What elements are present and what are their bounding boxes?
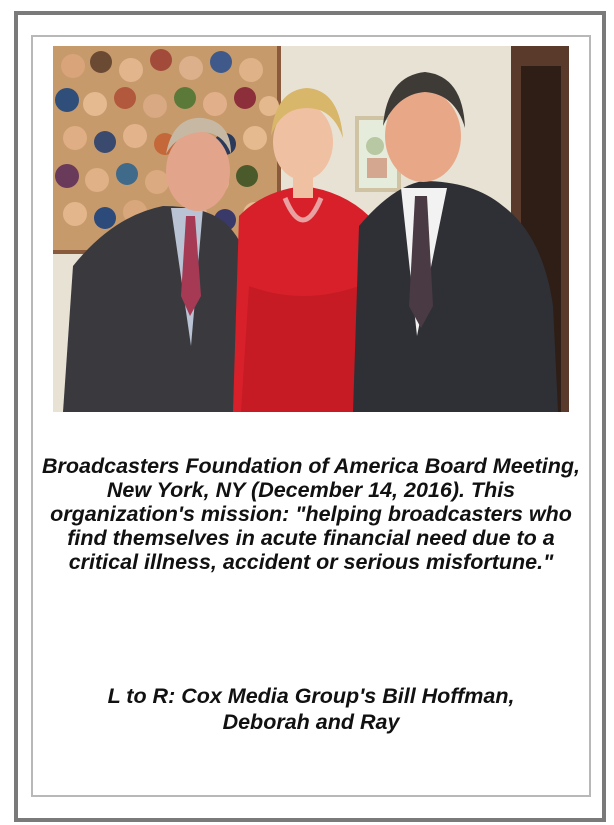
outer-frame <box>14 11 606 822</box>
credits-line-1: L to R: Cox Media Group's Bill Hoffman, <box>107 684 515 708</box>
inner-frame <box>31 35 591 797</box>
event-photo-illustration <box>53 46 569 412</box>
event-photo <box>53 46 569 412</box>
credits-line-2: Deborah and Ray <box>222 710 400 734</box>
people-credits <box>37 683 585 735</box>
photo-caption: Broadcasters Foundation of America Board Meeting, New York, NY (December 14, 2016). This organization's mission: "helping broadcasters who find themselves in acute financial need due to a critical illness, accident or serious misfortune." <box>42 454 580 574</box>
